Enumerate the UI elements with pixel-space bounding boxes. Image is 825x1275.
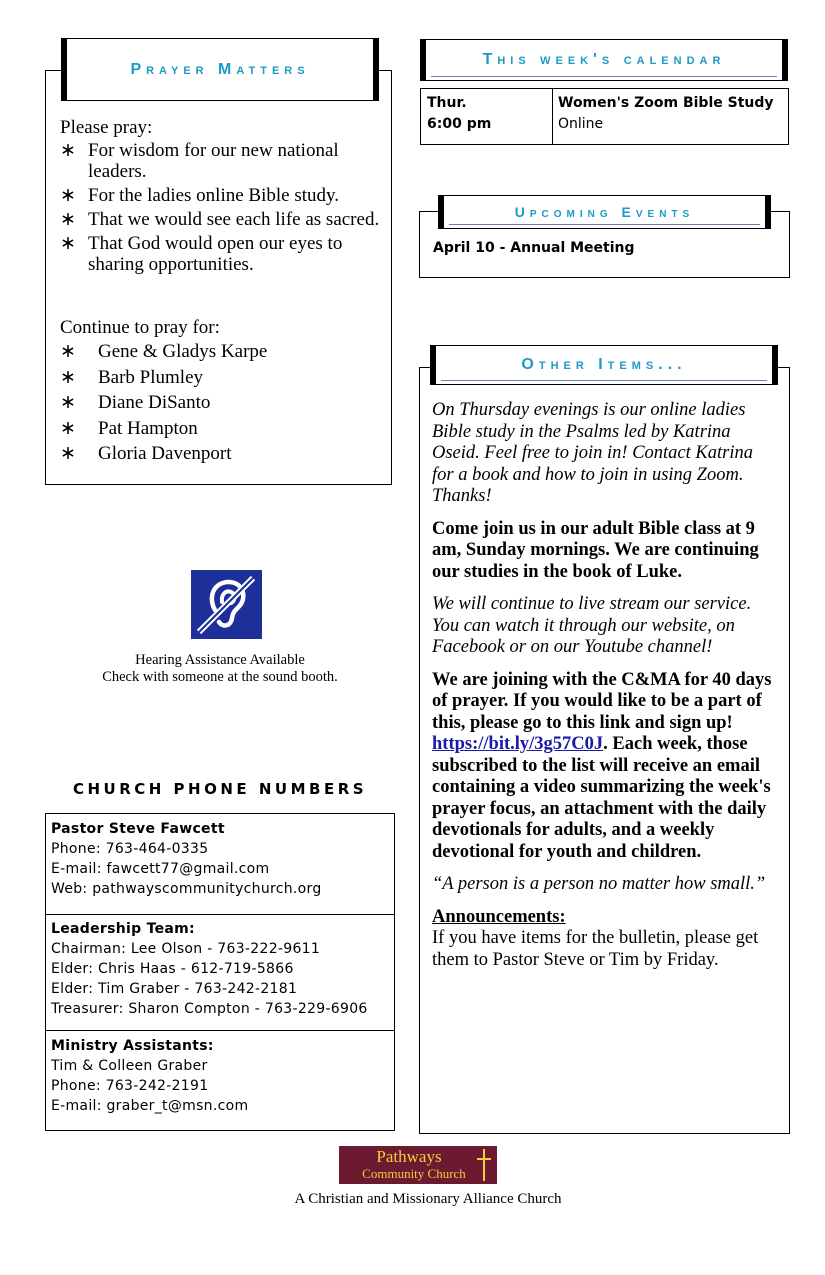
- calendar-day: Thur.: [427, 95, 467, 111]
- other-items-title-tab: [430, 345, 778, 385]
- calendar-title-tab: [420, 39, 788, 81]
- prayer-title: Prayer Matters: [130, 61, 310, 78]
- other-items-title: Other Items...: [521, 356, 687, 373]
- calendar-title: This week's calendar: [482, 51, 726, 68]
- pastor-web: Web: pathwayscommunitychurch.org: [51, 881, 322, 897]
- other-p4: We are joining with the C&MA for 40 days of prayer. If you would like to be a part of this, please go to this link and sign up! https://bit.ly/3g57C0J. Each week, those subscribed to the list will receive an email containing a video summarizing the week's prayer focus, an attachment with the daily devotionals for adults, and a weekly devotional for youth and children.: [432, 669, 772, 862]
- prayer-title-tab: [61, 38, 379, 101]
- pastor-cell: [51, 819, 390, 899]
- hearing-line2: Check with someone at the sound booth.: [102, 669, 338, 685]
- calendar-table: [420, 88, 789, 145]
- ministry-line: Phone: 763-242-2191: [51, 1078, 209, 1094]
- pastor-phone: Phone: 763-464-0335: [51, 841, 209, 857]
- ministry-cell: [51, 1036, 390, 1116]
- announcements-heading: Announcements:: [432, 906, 566, 927]
- other-p2: Come join us in our adult Bible class at 9 am, Sunday mornings. We are continuing our studies in the book of Luke.: [432, 518, 759, 582]
- leadership-line: Chairman: Lee Olson - 763-222-9611: [51, 941, 321, 957]
- logo-line1: Pathways: [376, 1147, 442, 1166]
- divider: [46, 1030, 394, 1031]
- prayer-item: ∗ That we would see each life as sacred.: [60, 209, 380, 230]
- prayer-name: ∗ Gloria Davenport: [60, 443, 232, 464]
- prayer-item: ∗ For wisdom for our new national leaders.: [60, 140, 339, 182]
- upcoming-title-tab: [438, 195, 771, 229]
- other-p3: We will continue to live stream our service. You can watch it through our website, on Facebook or on our Youtube channel!: [432, 594, 752, 657]
- prayer-name: ∗ Barb Plumley: [60, 366, 204, 388]
- prayer-item: ∗ For the ladies online Bible study.: [60, 185, 340, 206]
- prayer-intro: Please pray:: [60, 117, 153, 138]
- leadership-line: Treasurer: Sharon Compton - 763-229-6906: [51, 1001, 368, 1017]
- other-items-content: [432, 400, 777, 971]
- continue-label: Continue to pray for:: [60, 317, 220, 338]
- hearing-line1: Hearing Assistance Available: [135, 652, 305, 668]
- pathways-logo: [339, 1146, 497, 1184]
- ministry-line: Tim & Colleen Graber: [51, 1058, 208, 1074]
- phones-table: [45, 813, 395, 1131]
- upcoming-title: Upcoming Events: [514, 204, 695, 220]
- logo-line2: Community Church: [362, 1166, 466, 1181]
- calendar-divider: [552, 89, 553, 144]
- calendar-time: 6:00 pm: [427, 116, 492, 132]
- upcoming-item: April 10 - Annual Meeting: [433, 240, 635, 256]
- cross-icon: [477, 1149, 491, 1181]
- prayer-name: ∗ Gene & Gladys Karpe: [60, 341, 268, 362]
- leadership-line: Elder: Tim Graber - 763-242-2181: [51, 981, 298, 997]
- prayer-list: [60, 140, 380, 278]
- prayer-names: [60, 341, 380, 469]
- prayer-name: ∗ Pat Hampton: [60, 417, 198, 439]
- pastor-email: E-mail: fawcett77@gmail.com: [51, 861, 270, 877]
- leadership-line: Elder: Chris Haas - 612-719-5866: [51, 961, 294, 977]
- hearing-assistance-icon: [191, 570, 262, 639]
- other-p1: On Thursday evenings is our online ladies Bible study in the Psalms led by Katrina Oseid. Feel free to join in! Contact Katrina for a book and how to join in using Zoom. Thanks!: [432, 400, 753, 506]
- footer-tagline: A Christian and Missionary Alliance Church: [294, 1191, 562, 1207]
- calendar-event: Women's Zoom Bible Study: [558, 95, 774, 111]
- leadership-heading: Leadership Team:: [51, 921, 195, 937]
- leadership-cell: [51, 919, 390, 1019]
- ministry-heading: Ministry Assistants:: [51, 1038, 214, 1054]
- ministry-line: E-mail: graber_t@msn.com: [51, 1098, 249, 1114]
- prayer-item: ∗ That God would open our eyes to sharing opportunities.: [60, 233, 343, 275]
- prayer-signup-link[interactable]: https://bit.ly/3g57C0J: [432, 734, 604, 754]
- divider: [46, 914, 394, 915]
- pastor-name: Pastor Steve Fawcett: [51, 821, 225, 837]
- prayer-name: ∗ Diane DiSanto: [60, 392, 211, 413]
- announcements-text: If you have items for the bulletin, please get them to Pastor Steve or Tim by Friday.: [432, 928, 759, 970]
- phones-title: CHURCH PHONE NUMBERS: [72, 780, 368, 798]
- calendar-location: Online: [558, 116, 604, 132]
- other-quote: “A person is a person no matter how small.”: [432, 874, 766, 894]
